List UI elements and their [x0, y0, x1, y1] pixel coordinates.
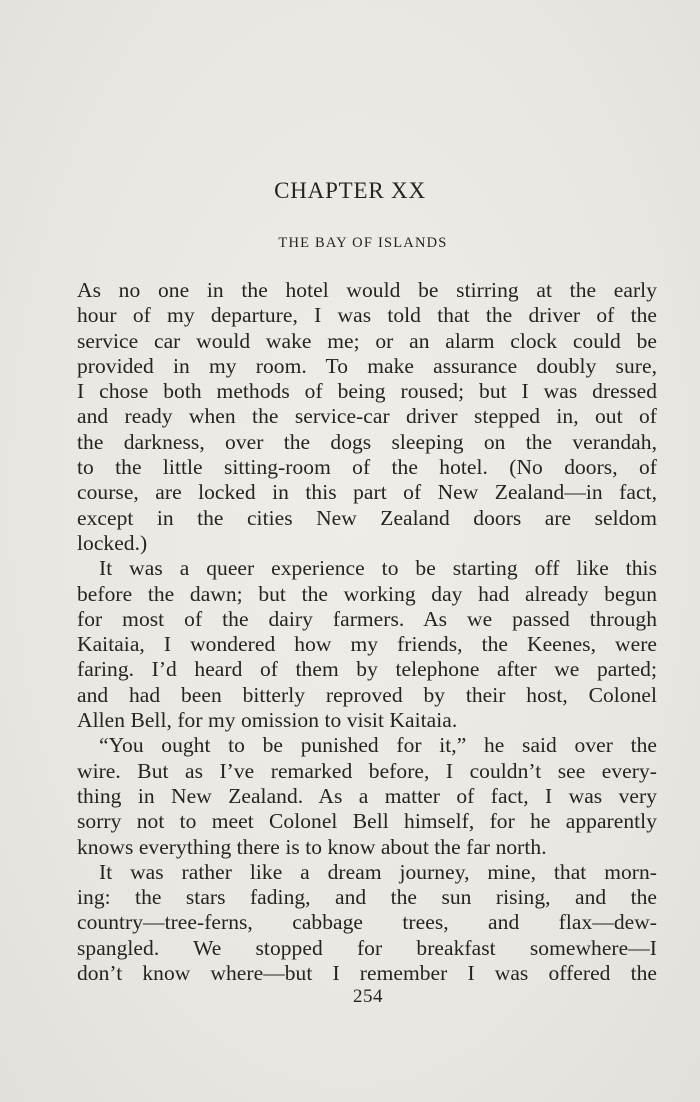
text-line: country—tree-ferns, cabbage trees, and flax—dew-: [77, 910, 657, 935]
text-line: and ready when the service-car driver stepped in, out of: [77, 404, 657, 429]
text-line: to the little sitting-room of the hotel. (No doors, of: [77, 455, 657, 480]
text-line: before the dawn; but the working day had already begun: [77, 581, 657, 606]
text-line: and had been bitterly reproved by their host, Colonel: [77, 682, 657, 707]
text-line: except in the cities New Zealand doors are seldom: [77, 505, 657, 530]
body-text: [77, 278, 657, 986]
section-title: THE BAY OF ISLANDS: [278, 235, 448, 251]
page-number: 254: [353, 986, 383, 1007]
text-line: “You ought to be punished for it,” he said over the: [99, 733, 657, 758]
text-line: thing in New Zealand. As a matter of fact, I was very: [77, 783, 657, 808]
text-line: faring. I’d heard of them by telephone after we parted;: [77, 657, 657, 682]
text-line: the darkness, over the dogs sleeping on the verandah,: [77, 429, 657, 454]
text-line: It was a queer experience to be starting off like this: [99, 556, 657, 581]
text-line: locked.): [77, 530, 148, 555]
text-line: ing: the stars fading, and the sun rising, and the: [77, 885, 657, 910]
text-line: Allen Bell, for my omission to visit Kaitaia.: [77, 708, 458, 733]
chapter-title: CHAPTER XX: [274, 178, 426, 203]
text-line: course, are locked in this part of New Zealand—in fact,: [77, 480, 657, 505]
text-line: service car would wake me; or an alarm clock could be: [77, 328, 657, 353]
text-line: spangled. We stopped for breakfast somewhere—I: [77, 935, 657, 960]
text-line: I chose both methods of being roused; but I was dressed: [77, 379, 657, 404]
text-line: don’t know where—but I remember I was offered the: [77, 961, 657, 986]
text-line: knows everything there is to know about the far north.: [77, 834, 547, 859]
text-line: Kaitaia, I wondered how my friends, the Keenes, were: [77, 632, 657, 657]
text-line: wire. But as I’ve remarked before, I couldn’t see every-: [77, 758, 657, 783]
text-line: As no one in the hotel would be stirring at the early: [77, 278, 657, 302]
text-line: provided in my room. To make assurance doubly sure,: [77, 353, 657, 378]
text-line: hour of my departure, I was told that the driver of the: [77, 303, 657, 328]
text-line: sorry not to meet Colonel Bell himself, for he apparently: [77, 809, 657, 834]
text-line: It was rather like a dream journey, mine, that morn-: [99, 859, 657, 884]
text-line: for most of the dairy farmers. As we passed through: [77, 606, 657, 631]
